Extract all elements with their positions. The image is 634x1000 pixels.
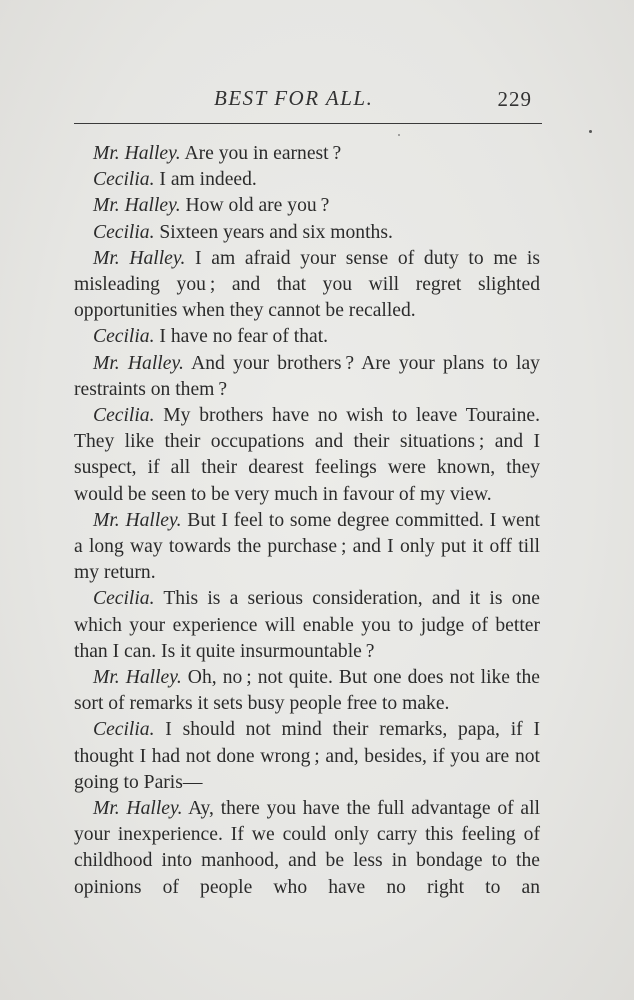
- paragraph: [74, 717, 540, 796]
- dialogue-text: I am afraid your sense of duty to me is misleading you ; and that you will regret slighted opportunities when they cannot be recalled.: [74, 247, 540, 322]
- speaker-name: Cecilia.: [93, 405, 155, 427]
- paragraph: [74, 324, 540, 350]
- speaker-name: Cecilia.: [93, 588, 155, 610]
- body-text: [74, 141, 540, 901]
- speaker-name: Mr. Halley.: [93, 798, 183, 820]
- dialogue-text: This is a serious consideration, and it is one which your experience will enable you to judge of better than I can. Is it quite insurmountable ?: [74, 588, 540, 662]
- dialogue-text: Ay, there you have the full advantage of all your inexperience. If we could only carry this feeling of childhood into manhood, and be less in bondage to the opinions of people who have no right to an: [74, 798, 540, 898]
- running-head: BEST FOR ALL.: [214, 86, 374, 110]
- speaker-name: Mr. Halley.: [93, 509, 182, 531]
- paragraph: [74, 193, 540, 219]
- speaker-name: Mr. Halley.: [93, 667, 182, 689]
- speaker-name: Mr. Halley.: [93, 247, 186, 269]
- paragraph: [74, 508, 540, 587]
- dialogue-text: Are you in earnest ?: [180, 143, 342, 164]
- page-number: 229: [497, 87, 532, 111]
- paragraph: [74, 167, 540, 193]
- paragraph: [74, 796, 540, 901]
- paper-speck: [398, 134, 400, 136]
- speaker-name: Cecilia.: [93, 169, 155, 191]
- dialogue-text: I should not mind their remarks, papa, if I thought I had not done wrong ; and, besides, if you are not going to Paris—: [74, 719, 540, 793]
- speaker-name: Cecilia.: [93, 719, 155, 741]
- paragraph: [74, 141, 540, 167]
- dialogue-text: Oh, no ; not quite. But one does not like the sort of remarks it sets busy people free to make.: [74, 667, 540, 715]
- paragraph: [74, 586, 540, 665]
- dialogue-text: But I feel to some degree committed. I went a long way towards the purchase ; and I only put it off till my return.: [74, 509, 540, 584]
- speaker-name: Mr. Halley.: [93, 352, 184, 374]
- dialogue-text: How old are you ?: [180, 195, 330, 217]
- dialogue-text: I have no fear of that.: [154, 326, 329, 348]
- dialogue-text: My brothers have no wish to leave Touraine. They like their occupations and their situations ; and I suspect, if all their dearest feelings were known, they would be seen to be very much in favour of my view.: [74, 405, 540, 505]
- speaker-name: Mr. Halley.: [93, 143, 181, 164]
- paragraph: [74, 246, 540, 325]
- page-header: [74, 86, 540, 116]
- paragraph: [74, 351, 540, 403]
- paper-speck: [589, 130, 592, 133]
- dialogue-text: Sixteen years and six months.: [154, 221, 393, 243]
- dialogue-text: And your brothers ? Are your plans to lay restraints on them ?: [74, 352, 540, 400]
- paragraph: [74, 665, 540, 717]
- speaker-name: Cecilia.: [93, 221, 155, 243]
- speaker-name: Mr. Halley.: [93, 195, 181, 217]
- dialogue-text: I am indeed.: [154, 169, 257, 191]
- header-rule: [74, 123, 542, 124]
- paragraph: [74, 220, 540, 246]
- paragraph: [74, 403, 540, 508]
- speaker-name: Cecilia.: [93, 326, 155, 348]
